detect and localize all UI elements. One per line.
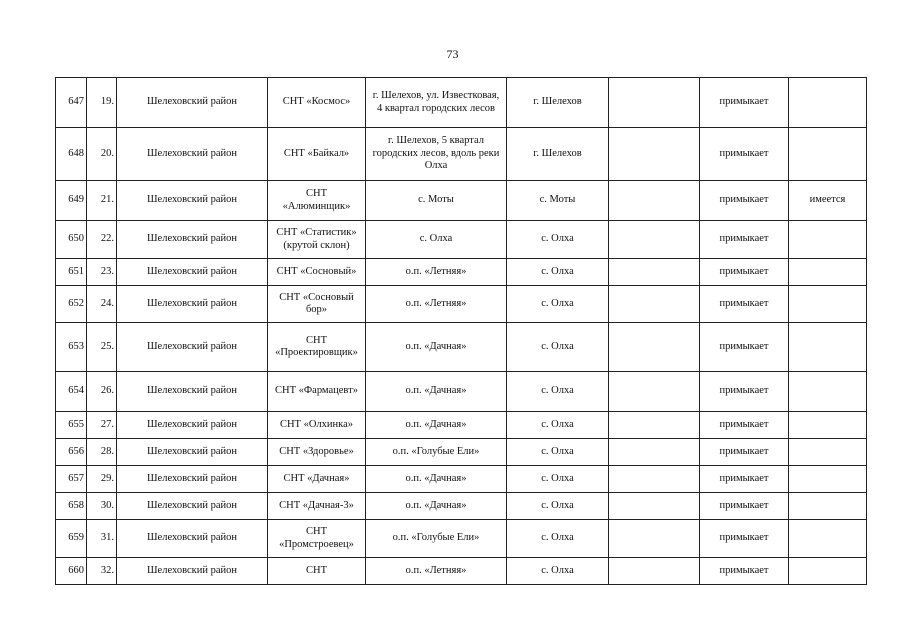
- row-number: 659: [56, 520, 87, 558]
- settlement-cell: с. Моты: [507, 181, 609, 221]
- empty-cell: [609, 286, 700, 323]
- location-cell: г. Шелехов, ул. Известковая, 4 квартал городских лесов: [366, 78, 507, 128]
- extra-cell: [789, 412, 867, 439]
- table-row: [56, 221, 867, 259]
- location-cell: о.п. «Дачная»: [366, 412, 507, 439]
- location-cell: о.п. «Голубые Ели»: [366, 520, 507, 558]
- table-row: [56, 372, 867, 412]
- extra-cell: [789, 128, 867, 181]
- name-cell: СНТ «Олхинка»: [268, 412, 366, 439]
- settlement-cell: с. Олха: [507, 412, 609, 439]
- district-cell: Шелеховский район: [117, 128, 268, 181]
- location-cell: о.п. «Дачная»: [366, 323, 507, 372]
- location-cell: о.п. «Дачная»: [366, 493, 507, 520]
- item-index: 26.: [87, 372, 117, 412]
- empty-cell: [609, 372, 700, 412]
- empty-cell: [609, 259, 700, 286]
- settlement-cell: с. Олха: [507, 439, 609, 466]
- item-index: 25.: [87, 323, 117, 372]
- item-index: 27.: [87, 412, 117, 439]
- name-cell: СНТ «Проектировщик»: [268, 323, 366, 372]
- name-cell: СНТ: [268, 558, 366, 585]
- name-cell: СНТ «Сосновый бор»: [268, 286, 366, 323]
- district-cell: Шелеховский район: [117, 286, 268, 323]
- name-cell: СНТ «Космос»: [268, 78, 366, 128]
- location-cell: с. Моты: [366, 181, 507, 221]
- table-body: [56, 78, 867, 585]
- location-cell: о.п. «Летняя»: [366, 259, 507, 286]
- extra-cell: [789, 520, 867, 558]
- table-row: [56, 128, 867, 181]
- table-row: [56, 286, 867, 323]
- item-index: 28.: [87, 439, 117, 466]
- row-number: 657: [56, 466, 87, 493]
- district-cell: Шелеховский район: [117, 439, 268, 466]
- settlement-cell: с. Олха: [507, 372, 609, 412]
- data-table: [55, 77, 867, 585]
- location-cell: о.п. «Голубые Ели»: [366, 439, 507, 466]
- status-cell: примыкает: [700, 221, 789, 259]
- name-cell: СНТ «Здоровье»: [268, 439, 366, 466]
- district-cell: Шелеховский район: [117, 372, 268, 412]
- name-cell: СНТ «Фармацевт»: [268, 372, 366, 412]
- row-number: 658: [56, 493, 87, 520]
- location-cell: о.п. «Дачная»: [366, 372, 507, 412]
- settlement-cell: с. Олха: [507, 558, 609, 585]
- district-cell: Шелеховский район: [117, 520, 268, 558]
- extra-cell: [789, 323, 867, 372]
- name-cell: СНТ «Дачная-3»: [268, 493, 366, 520]
- district-cell: Шелеховский район: [117, 323, 268, 372]
- settlement-cell: г. Шелехов: [507, 128, 609, 181]
- empty-cell: [609, 181, 700, 221]
- status-cell: примыкает: [700, 323, 789, 372]
- extra-cell: [789, 259, 867, 286]
- extra-cell: [789, 286, 867, 323]
- district-cell: Шелеховский район: [117, 221, 268, 259]
- item-index: 24.: [87, 286, 117, 323]
- table-row: [56, 558, 867, 585]
- empty-cell: [609, 558, 700, 585]
- district-cell: Шелеховский район: [117, 181, 268, 221]
- table-row: [56, 181, 867, 221]
- status-cell: примыкает: [700, 520, 789, 558]
- row-number: 648: [56, 128, 87, 181]
- empty-cell: [609, 78, 700, 128]
- district-cell: Шелеховский район: [117, 558, 268, 585]
- page-number: 73: [446, 47, 459, 61]
- row-number: 650: [56, 221, 87, 259]
- settlement-cell: с. Олха: [507, 286, 609, 323]
- row-number: 649: [56, 181, 87, 221]
- item-index: 19.: [87, 78, 117, 128]
- table-row: [56, 493, 867, 520]
- row-number: 656: [56, 439, 87, 466]
- empty-cell: [609, 466, 700, 493]
- settlement-cell: г. Шелехов: [507, 78, 609, 128]
- status-cell: примыкает: [700, 439, 789, 466]
- name-cell: СНТ «Дачная»: [268, 466, 366, 493]
- item-index: 32.: [87, 558, 117, 585]
- settlement-cell: с. Олха: [507, 466, 609, 493]
- status-cell: примыкает: [700, 78, 789, 128]
- empty-cell: [609, 439, 700, 466]
- item-index: 23.: [87, 259, 117, 286]
- item-index: 22.: [87, 221, 117, 259]
- location-cell: о.п. «Летняя»: [366, 286, 507, 323]
- district-cell: Шелеховский район: [117, 493, 268, 520]
- status-cell: примыкает: [700, 181, 789, 221]
- item-index: 31.: [87, 520, 117, 558]
- name-cell: СНТ «Промстроевец»: [268, 520, 366, 558]
- extra-cell: [789, 558, 867, 585]
- item-index: 21.: [87, 181, 117, 221]
- item-index: 29.: [87, 466, 117, 493]
- settlement-cell: с. Олха: [507, 493, 609, 520]
- district-cell: Шелеховский район: [117, 259, 268, 286]
- status-cell: примыкает: [700, 286, 789, 323]
- extra-cell: [789, 78, 867, 128]
- name-cell: СНТ «Сосновый»: [268, 259, 366, 286]
- row-number: 652: [56, 286, 87, 323]
- status-cell: примыкает: [700, 558, 789, 585]
- empty-cell: [609, 128, 700, 181]
- empty-cell: [609, 493, 700, 520]
- item-index: 30.: [87, 493, 117, 520]
- status-cell: примыкает: [700, 128, 789, 181]
- empty-cell: [609, 412, 700, 439]
- empty-cell: [609, 323, 700, 372]
- item-index: 20.: [87, 128, 117, 181]
- row-number: 660: [56, 558, 87, 585]
- name-cell: СНТ «Статистик» (крутой склон): [268, 221, 366, 259]
- extra-cell: [789, 493, 867, 520]
- extra-cell: [789, 439, 867, 466]
- table-row: [56, 439, 867, 466]
- extra-cell: [789, 372, 867, 412]
- location-cell: с. Олха: [366, 221, 507, 259]
- table-row: [56, 466, 867, 493]
- location-cell: г. Шелехов, 5 квартал городских лесов, вдоль реки Олха: [366, 128, 507, 181]
- settlement-cell: с. Олха: [507, 259, 609, 286]
- table-row: [56, 412, 867, 439]
- empty-cell: [609, 520, 700, 558]
- location-cell: о.п. «Летняя»: [366, 558, 507, 585]
- name-cell: СНТ «Байкал»: [268, 128, 366, 181]
- extra-cell: имеется: [789, 181, 867, 221]
- status-cell: примыкает: [700, 493, 789, 520]
- district-cell: Шелеховский район: [117, 78, 268, 128]
- table-row: [56, 520, 867, 558]
- location-cell: о.п. «Дачная»: [366, 466, 507, 493]
- settlement-cell: с. Олха: [507, 323, 609, 372]
- table-row: [56, 323, 867, 372]
- table-row: [56, 78, 867, 128]
- extra-cell: [789, 466, 867, 493]
- row-number: 655: [56, 412, 87, 439]
- row-number: 653: [56, 323, 87, 372]
- settlement-cell: с. Олха: [507, 520, 609, 558]
- settlement-cell: с. Олха: [507, 221, 609, 259]
- table-row: [56, 259, 867, 286]
- district-cell: Шелеховский район: [117, 466, 268, 493]
- empty-cell: [609, 221, 700, 259]
- district-cell: Шелеховский район: [117, 412, 268, 439]
- extra-cell: [789, 221, 867, 259]
- name-cell: СНТ «Алюминщик»: [268, 181, 366, 221]
- status-cell: примыкает: [700, 466, 789, 493]
- row-number: 654: [56, 372, 87, 412]
- status-cell: примыкает: [700, 412, 789, 439]
- status-cell: примыкает: [700, 372, 789, 412]
- status-cell: примыкает: [700, 259, 789, 286]
- row-number: 651: [56, 259, 87, 286]
- row-number: 647: [56, 78, 87, 128]
